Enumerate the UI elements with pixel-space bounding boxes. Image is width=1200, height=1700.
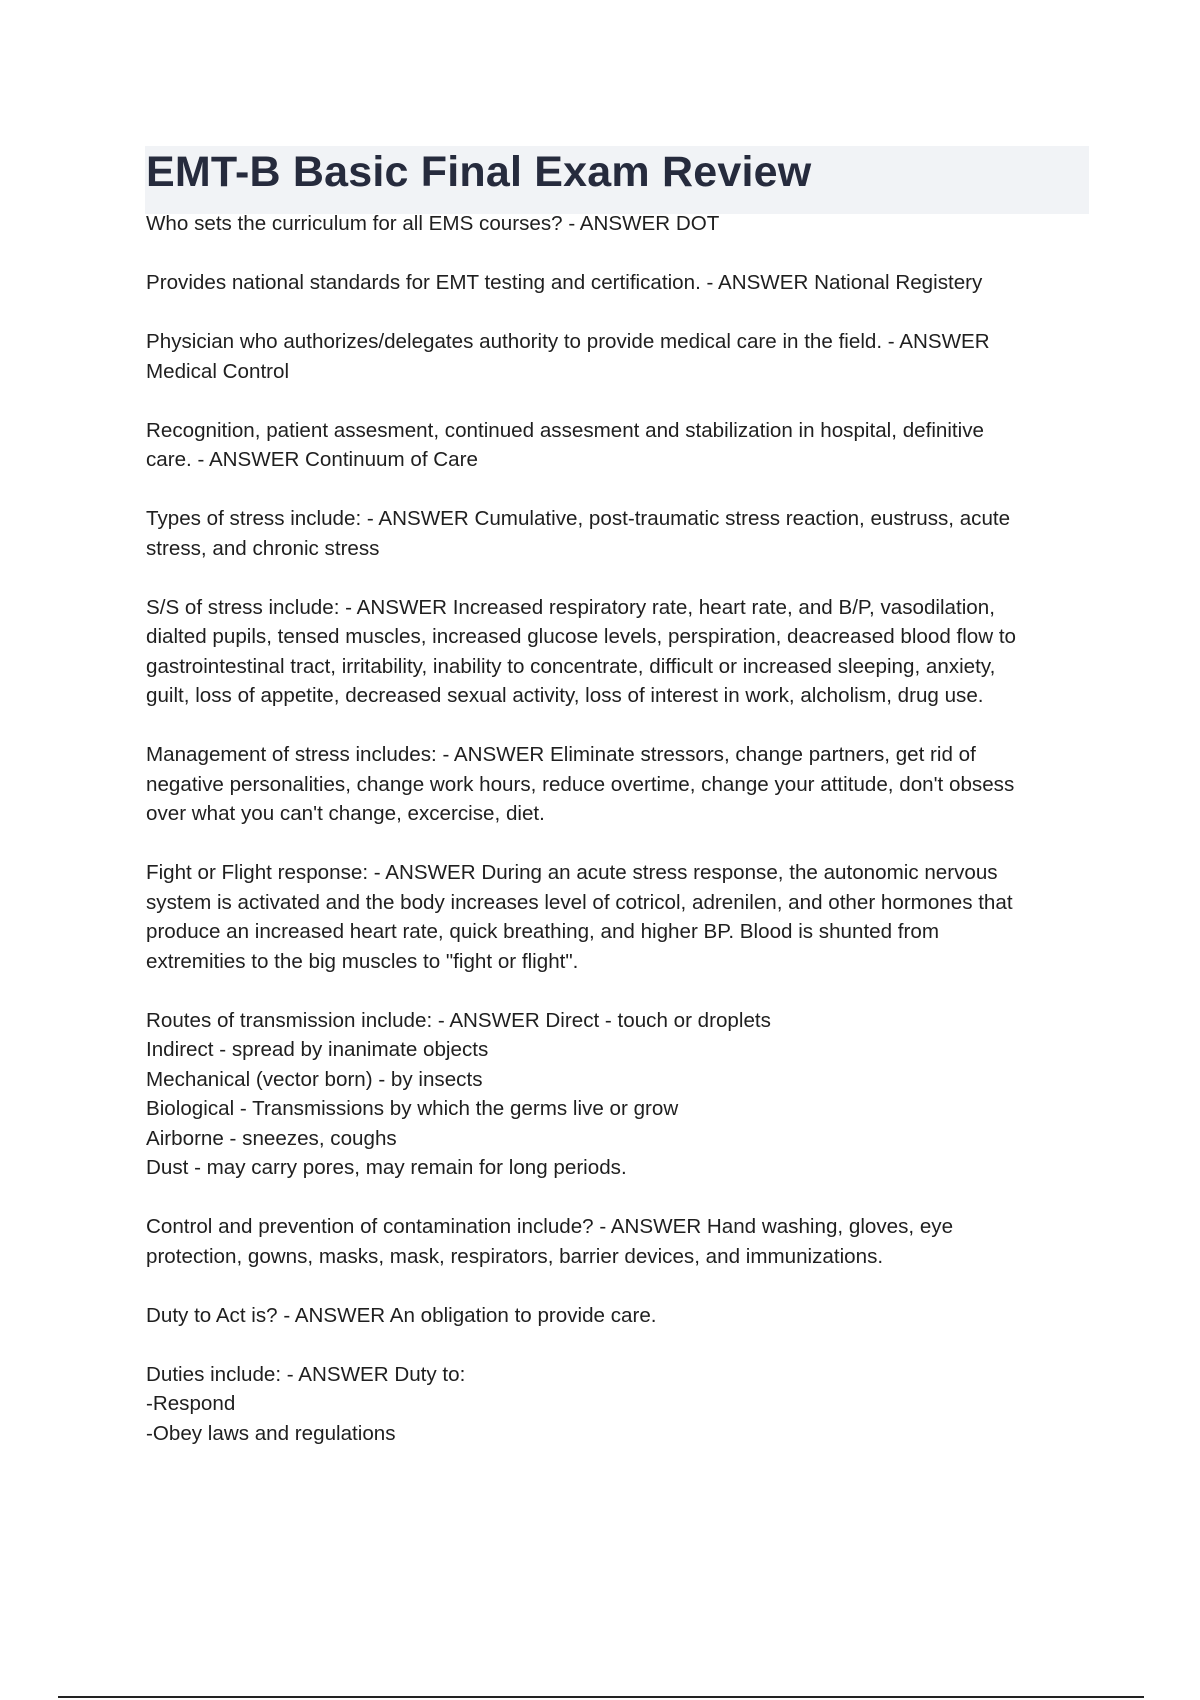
qa-item: Duty to Act is? - ANSWER An obligation to provide care. <box>146 1303 657 1327</box>
qa-item: Fight or Flight response: - ANSWER During an acute stress response, the autonomic nervous system is activated and the body increases level of cotricol, adrenilen, and other hormones that produce an increased heart rate, quick breathing, and higher BP. Blood is shunted from extremities to the big muscles to "fight or flight". <box>146 861 1013 973</box>
qa-item: Physician who authorizes/delegates authority to provide medical care in the field. - ANSWER Medical Control <box>146 330 990 383</box>
qa-item: Types of stress include: - ANSWER Cumulative, post-traumatic stress reaction, eustruss, acute stress, and chronic stress <box>146 507 1011 560</box>
qa-item: S/S of stress include: - ANSWER Increased respiratory rate, heart rate, and B/P, vasodilation, dialted pupils, tensed muscles, increased glucose levels, perspiration, deacreased blood flow to gastrointestinal tract, irritability, inability to concentrate, difficult or increased sleeping, anxiety, guilt, loss of appetite, decreased sexual activity, loss of interest in work, alcholism, drug use. <box>146 595 1017 707</box>
qa-item: Routes of transmission include: - ANSWER Direct - touch or droplets Indirect - spread by inanimate objects Mechanical (vector born) - by insects Biological - Transmissions by which the germs live or grow Airborne - sneezes, coughs Dust - may carry pores, may remain for long periods. <box>146 1008 771 1179</box>
footer-divider <box>58 1696 1144 1698</box>
document-title: EMT-B Basic Final Exam Review <box>146 148 812 196</box>
qa-item: Duties include: - ANSWER Duty to: -Respond -Obey laws and regulations <box>146 1362 466 1445</box>
qa-item: Provides national standards for EMT testing and certification. - ANSWER National Registery <box>146 271 983 294</box>
qa-list <box>146 209 1096 1478</box>
qa-item: Control and prevention of contamination include? - ANSWER Hand washing, gloves, eye protection, gowns, masks, mask, respirators, barrier devices, and immunizations. <box>146 1215 954 1268</box>
qa-item: Who sets the curriculum for all EMS courses? - ANSWER DOT <box>146 212 720 235</box>
qa-item: Recognition, patient assesment, continued assesment and stabilization in hospital, definitive care. - ANSWER Continuum of Care <box>146 418 984 471</box>
qa-item: Management of stress includes: - ANSWER Eliminate stressors, change partners, get rid of negative personalities, change work hours, reduce overtime, change your attitude, don't obsess over what you can't change, excercise, diet. <box>146 743 1015 825</box>
